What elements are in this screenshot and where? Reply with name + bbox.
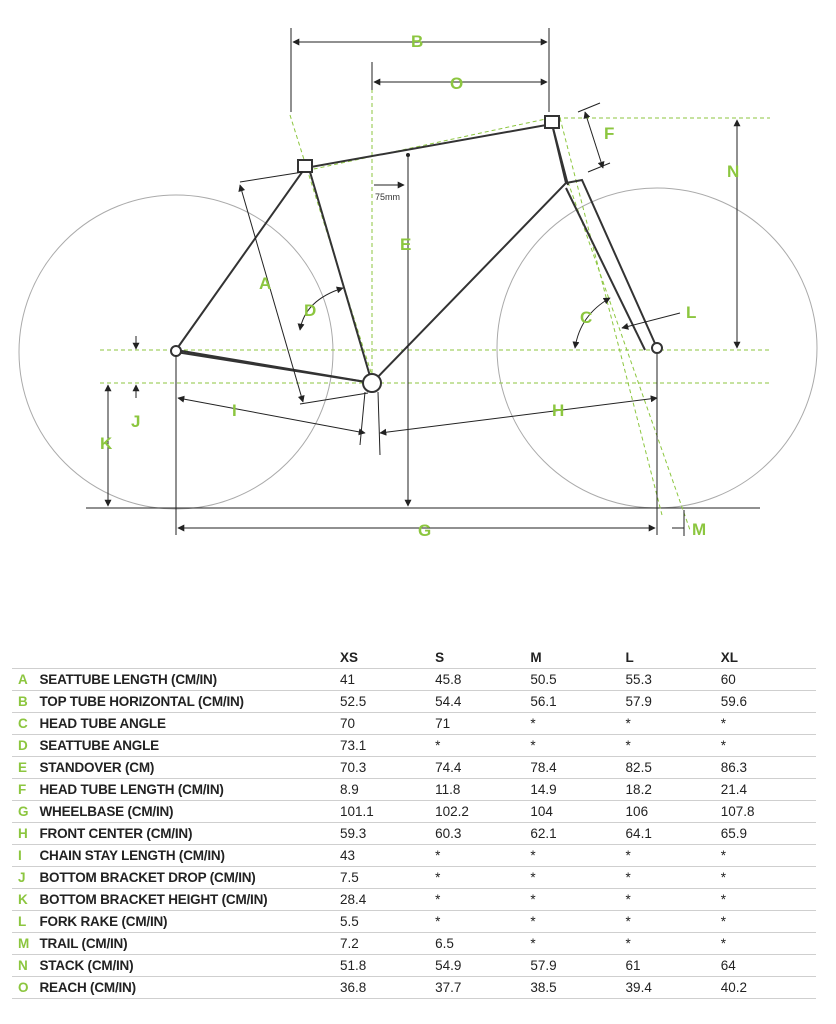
- row-letter: H: [12, 823, 40, 845]
- row-value: 5.5: [340, 911, 435, 933]
- row-value: *: [721, 933, 816, 955]
- row-value: 64: [721, 955, 816, 977]
- size-header: XS: [339, 649, 358, 665]
- row-name: HEAD TUBE LENGTH (CM/IN): [40, 779, 340, 801]
- row-name: STACK (CM/IN): [40, 955, 340, 977]
- table-header-row: [12, 646, 816, 669]
- row-value: *: [721, 713, 816, 735]
- row-value: 82.5: [626, 757, 721, 779]
- label-o: O: [450, 74, 464, 93]
- row-value: *: [721, 867, 816, 889]
- row-value: *: [435, 735, 530, 757]
- row-letter: A: [12, 669, 40, 691]
- geometry-guides: [100, 75, 770, 530]
- table-row: [12, 801, 816, 823]
- row-value: *: [530, 713, 625, 735]
- row-value: 54.9: [435, 955, 530, 977]
- row-value: 107.8: [721, 801, 816, 823]
- label-a: A: [259, 274, 272, 293]
- row-value: 61: [626, 955, 721, 977]
- row-value: 60: [721, 669, 816, 691]
- row-letter: C: [12, 713, 40, 735]
- table-row: [12, 977, 816, 999]
- table-row: [12, 889, 816, 911]
- row-value: *: [530, 889, 625, 911]
- row-value: *: [435, 845, 530, 867]
- row-letter: J: [12, 867, 40, 889]
- row-value: 37.7: [435, 977, 530, 999]
- table-row: [12, 757, 816, 779]
- row-value: *: [626, 735, 721, 757]
- row-value: 62.1: [530, 823, 625, 845]
- size-header: M: [530, 649, 542, 665]
- row-value: 101.1: [340, 801, 435, 823]
- row-value: 78.4: [530, 757, 625, 779]
- row-value: *: [530, 911, 625, 933]
- row-value: *: [626, 889, 721, 911]
- row-value: 65.9: [721, 823, 816, 845]
- row-value: 21.4: [721, 779, 816, 801]
- row-value: 45.8: [435, 669, 530, 691]
- row-value: 7.5: [340, 867, 435, 889]
- row-letter: G: [12, 801, 40, 823]
- row-name: TRAIL (CM/IN): [40, 933, 340, 955]
- table-row: [12, 955, 816, 977]
- dimension-lines: [108, 28, 740, 536]
- table-row: [12, 867, 816, 889]
- row-letter: N: [12, 955, 40, 977]
- row-value: 43: [340, 845, 435, 867]
- label-g: G: [418, 521, 432, 540]
- row-value: 56.1: [530, 691, 625, 713]
- table-row: [12, 691, 816, 713]
- table-header-spacer: [12, 646, 340, 669]
- row-name: FRONT CENTER (CM/IN): [40, 823, 340, 845]
- row-value: *: [435, 867, 530, 889]
- row-name: WHEELBASE (CM/IN): [40, 801, 340, 823]
- table-row: [12, 823, 816, 845]
- label-d: D: [304, 301, 317, 320]
- label-m: M: [692, 520, 707, 539]
- label-b: B: [411, 32, 424, 51]
- row-value: 55.3: [626, 669, 721, 691]
- size-header: XL: [720, 649, 739, 665]
- label-e: E: [400, 235, 412, 254]
- row-value: 59.6: [721, 691, 816, 713]
- label-n: N: [727, 162, 740, 181]
- table-row: [12, 669, 816, 691]
- row-name: BOTTOM BRACKET DROP (CM/IN): [40, 867, 340, 889]
- row-value: 8.9: [340, 779, 435, 801]
- row-value: *: [626, 933, 721, 955]
- row-value: 106: [626, 801, 721, 823]
- geometry-table: [12, 646, 816, 999]
- row-value: 50.5: [530, 669, 625, 691]
- row-name: FORK RAKE (CM/IN): [40, 911, 340, 933]
- row-name: SEATTUBE ANGLE: [40, 735, 340, 757]
- row-value: *: [530, 933, 625, 955]
- size-header: L: [625, 649, 634, 665]
- row-name: TOP TUBE HORIZONTAL (CM/IN): [40, 691, 340, 713]
- row-value: *: [626, 911, 721, 933]
- row-value: 70.3: [340, 757, 435, 779]
- table-row: [12, 933, 816, 955]
- row-value: 54.4: [435, 691, 530, 713]
- row-value: 7.2: [340, 933, 435, 955]
- row-value: *: [530, 735, 625, 757]
- table-row: [12, 735, 816, 757]
- row-letter: F: [12, 779, 40, 801]
- row-letter: I: [12, 845, 40, 867]
- row-value: 39.4: [626, 977, 721, 999]
- row-value: 6.5: [435, 933, 530, 955]
- row-value: 60.3: [435, 823, 530, 845]
- row-value: 71: [435, 713, 530, 735]
- row-value: 40.2: [721, 977, 816, 999]
- row-value: *: [626, 867, 721, 889]
- row-letter: K: [12, 889, 40, 911]
- row-value: 73.1: [340, 735, 435, 757]
- row-letter: O: [12, 977, 40, 999]
- row-name: CHAIN STAY LENGTH (CM/IN): [40, 845, 340, 867]
- row-name: BOTTOM BRACKET HEIGHT (CM/IN): [40, 889, 340, 911]
- row-value: 38.5: [530, 977, 625, 999]
- row-value: 36.8: [340, 977, 435, 999]
- row-value: 11.8: [435, 779, 530, 801]
- row-value: 104: [530, 801, 625, 823]
- table-row: [12, 713, 816, 735]
- label-j: J: [131, 412, 141, 431]
- row-value: *: [530, 845, 625, 867]
- row-value: 102.2: [435, 801, 530, 823]
- row-value: 18.2: [626, 779, 721, 801]
- row-value: 28.4: [340, 889, 435, 911]
- size-header: S: [435, 649, 445, 665]
- diagram-labels: [100, 32, 739, 540]
- row-name: STANDOVER (CM): [40, 757, 340, 779]
- table-row: [12, 845, 816, 867]
- label-l: L: [686, 303, 697, 322]
- row-value: 70: [340, 713, 435, 735]
- row-value: 41: [340, 669, 435, 691]
- row-value: 64.1: [626, 823, 721, 845]
- row-value: *: [626, 713, 721, 735]
- row-value: 86.3: [721, 757, 816, 779]
- row-value: 57.9: [626, 691, 721, 713]
- row-letter: E: [12, 757, 40, 779]
- row-letter: D: [12, 735, 40, 757]
- note-75mm: 75mm: [375, 192, 401, 202]
- row-value: *: [721, 911, 816, 933]
- row-value: *: [721, 735, 816, 757]
- row-name: HEAD TUBE ANGLE: [40, 713, 340, 735]
- label-c: C: [580, 308, 593, 327]
- row-value: *: [435, 889, 530, 911]
- row-value: 52.5: [340, 691, 435, 713]
- row-value: 59.3: [340, 823, 435, 845]
- row-value: *: [626, 845, 721, 867]
- row-value: *: [721, 889, 816, 911]
- table-row: [12, 911, 816, 933]
- row-letter: B: [12, 691, 40, 713]
- label-i: I: [232, 401, 237, 420]
- row-value: 57.9: [530, 955, 625, 977]
- label-f: F: [604, 124, 615, 143]
- row-value: 51.8: [340, 955, 435, 977]
- label-k: K: [100, 434, 113, 453]
- row-name: REACH (CM/IN): [40, 977, 340, 999]
- row-value: 74.4: [435, 757, 530, 779]
- row-letter: L: [12, 911, 40, 933]
- label-h: H: [552, 401, 565, 420]
- table-row: [12, 779, 816, 801]
- row-letter: M: [12, 933, 40, 955]
- row-value: 14.9: [530, 779, 625, 801]
- row-name: SEATTUBE LENGTH (CM/IN): [40, 669, 340, 691]
- row-value: *: [435, 911, 530, 933]
- row-value: *: [721, 845, 816, 867]
- bike-frame: [171, 116, 662, 392]
- row-value: *: [530, 867, 625, 889]
